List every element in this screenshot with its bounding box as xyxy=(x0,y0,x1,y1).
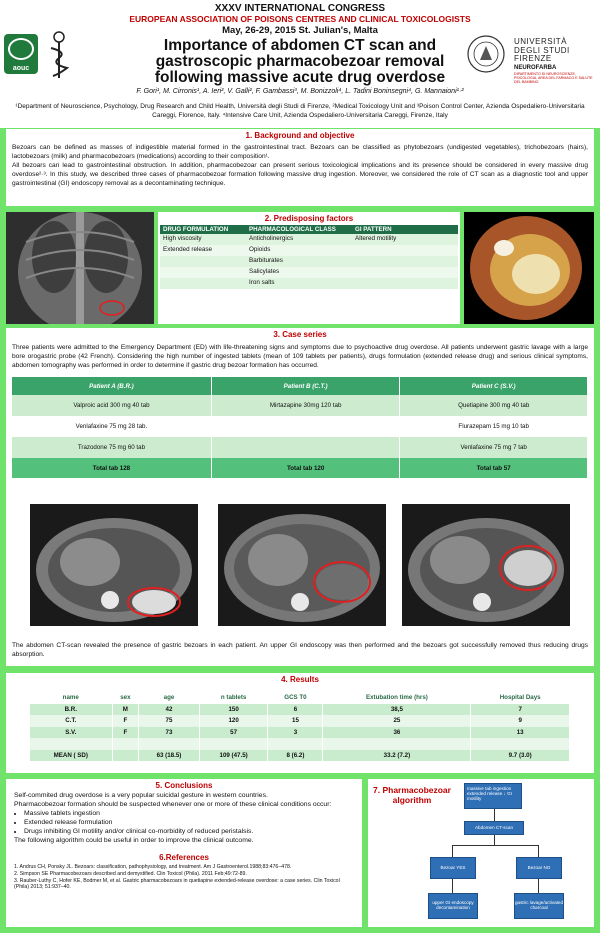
table-cell: Opioids xyxy=(246,245,352,256)
table-cell xyxy=(268,738,323,750)
table-cell xyxy=(352,256,458,267)
table-cell: 63 (18.5) xyxy=(139,750,200,762)
conclusions-title: 5. Conclusions xyxy=(155,781,213,790)
endoscopy-image xyxy=(464,212,594,324)
algorithm-box-lavage: gastric lavage/activated charcoal xyxy=(514,893,564,919)
university-seal xyxy=(466,34,506,74)
table-cell: 33.2 (7.2) xyxy=(323,750,471,762)
header-drug-formulation: DRUG FORMULATION xyxy=(160,225,246,234)
header-extubation: Extubation time (hrs) xyxy=(323,692,471,704)
algorithm-box-endoscopy: upper GI endoscopy decontamination xyxy=(428,893,478,919)
table-cell: 120 xyxy=(199,715,268,727)
table-row xyxy=(160,245,458,256)
table-cell xyxy=(112,738,139,750)
association-name: EUROPEAN ASSOCIATION OF POISONS CENTRES AND CLINICAL TOXICOLOGISTS xyxy=(129,14,471,24)
header-name: name xyxy=(30,692,112,704)
table-cell xyxy=(160,278,246,289)
patient-c-header: Patient C (S.V.) xyxy=(400,377,588,395)
ct-scan-patient-b xyxy=(218,504,386,626)
table-cell xyxy=(211,437,399,458)
table-cell: Venlafaxine 75 mg 7 tab xyxy=(400,437,588,458)
aouc-logo xyxy=(4,34,38,74)
table-cell xyxy=(471,738,570,750)
table-cell: Valproic acid 300 mg 40 tab xyxy=(12,395,211,416)
table-cell: Quetiapine 300 mg 40 tab xyxy=(400,395,588,416)
table-cell: 25 xyxy=(323,715,471,727)
neurofarba-sub: DIPARTIMENTO DI NEUROSCIENZE, PSICOLOGIA, AREA DEL FARMACO E SALUTE DEL BAMBINO xyxy=(514,72,593,85)
table-cell xyxy=(160,267,246,278)
table-cell: 57 xyxy=(199,727,268,739)
table-cell: Trazodone 75 mg 60 tab xyxy=(12,437,211,458)
connector-line xyxy=(538,845,539,857)
table-cell xyxy=(160,256,246,267)
table-cell: Iron salts xyxy=(246,278,352,289)
abdominal-xray-image xyxy=(6,212,154,324)
case-series-caption: The abdomen CT-scan revealed the presence of gastric bezoars in each patient. An upper GI endoscopy was then performed and the bezoars got successfully removed thus reducing drugs absorption. xyxy=(12,642,588,658)
connector-line xyxy=(452,845,538,846)
algorithm-box-bezoar-no: Bezoar NO xyxy=(516,857,562,879)
table-cell xyxy=(211,416,399,437)
background-paragraph-1: Bezoars can be defined as masses of indigestible material formed in the gastrointestinal tract. Bezoars can be classified as phytobezoars (undigested vegetables), trichobezoars (hairs), lactobezoars (milk) and pharmacobezoars (medications) according to their composition¹. xyxy=(12,144,588,160)
table-cell: 6 xyxy=(268,704,323,716)
table-cell: F xyxy=(112,727,139,739)
table-row xyxy=(12,416,588,437)
table-row xyxy=(12,437,588,458)
table-cell: 15 xyxy=(268,715,323,727)
table-cell xyxy=(30,738,112,750)
connector-line xyxy=(494,809,495,821)
table-cell: Anticholinergics xyxy=(246,234,352,245)
table-cell: 36 xyxy=(323,727,471,739)
table-cell xyxy=(112,750,139,762)
author-list: F. Gori¹, M. Cirronis¹, A. Ieri², V. Galli², F. Gambassi³, M. Bonizzoli⁴, L. Tadini Boninsegni⁴, G. Mannaioni¹·² xyxy=(136,88,464,95)
table-cell: 73 xyxy=(139,727,200,739)
table-cell: Barbiturates xyxy=(246,256,352,267)
aouc-logo-text: aouc xyxy=(12,65,30,72)
table-row xyxy=(30,704,570,716)
table-cell: Venlafaxine 75 mg 28 tab. xyxy=(12,416,211,437)
predisposing-header-row xyxy=(160,225,458,234)
ct-scan-patient-a xyxy=(30,504,198,626)
conclusions-paragraph-1: Self-commited drug overdose is a very popular suicidal gesture in western countries. xyxy=(14,792,268,799)
connector-line xyxy=(452,845,453,857)
mean-row xyxy=(30,750,570,762)
predisposing-table xyxy=(160,225,458,289)
results-title: 4. Results xyxy=(281,675,319,684)
header-gcs: GCS T0 xyxy=(268,692,323,704)
table-cell xyxy=(352,267,458,278)
table-cell: 9 xyxy=(471,715,570,727)
table-cell: Altered motility xyxy=(352,234,458,245)
table-cell: 150 xyxy=(199,704,268,716)
affiliations: ¹Department of Neuroscience, Psychology, Drug Research and Child Health, Università degli Studi di Firenze, ²Medical Toxicology Unit and ³Poison Control Center, Azienda Ospedaliero-Universitaria Careggi, Florence, Italy. ⁴Intensive Care Unit, Azienda Ospedaliero-Universitaria Careggi, Firenze, Italy xyxy=(15,103,585,119)
table-cell xyxy=(199,738,268,750)
table-row xyxy=(30,715,570,727)
algorithm-box-bezoar-yes: Bezoar YES xyxy=(430,857,476,879)
header-gi-pattern: GI PATTERN xyxy=(352,225,458,234)
table-row xyxy=(160,278,458,289)
table-cell xyxy=(352,245,458,256)
conclusions-section xyxy=(6,779,362,927)
references-title: 6.References xyxy=(159,853,209,862)
poster-header xyxy=(0,0,600,128)
congress-name: XXXV INTERNATIONAL CONGRESS xyxy=(214,3,386,14)
conclusions-paragraph-3: The following algorithm could be useful in order to improve the clinical outcome. xyxy=(14,837,254,844)
table-row xyxy=(30,738,570,750)
predisposing-title: 2. Predisposing factors xyxy=(264,214,354,223)
list-item: • Massive tablets ingestion xyxy=(24,809,354,818)
total-patient-c: Total tab 57 xyxy=(400,458,588,478)
title-line-3: following massive acute drug overdose xyxy=(154,69,446,86)
table-cell: C.T. xyxy=(30,715,112,727)
patient-a-header: Patient A (B.R.) xyxy=(12,377,211,395)
table-cell: Extended release xyxy=(160,245,246,256)
table-cell xyxy=(323,738,471,750)
reference-item: 2. Simpson SE Pharmacobezoars described and demystified. Clin Toxicol (Phila). 2011 Feb;49:72-89. xyxy=(14,870,247,877)
case-series-title: 3. Case series xyxy=(273,330,327,339)
table-cell: 75 xyxy=(139,715,200,727)
table-cell: 109 (47.5) xyxy=(199,750,268,762)
table-row xyxy=(160,234,458,245)
algorithm-section xyxy=(368,779,594,927)
table-row xyxy=(30,727,570,739)
table-cell: 7 xyxy=(471,704,570,716)
header-hospital-days: Hospital Days xyxy=(471,692,570,704)
title-line-2: gastroscopic pharmacobezoar removal xyxy=(155,53,445,70)
poster-title xyxy=(100,38,500,86)
case-series-intro: Three patients were admitted to the Emergency Department (ED) with life-threatening signs and symptoms due to psychoactive drug overdose. All patients underwent gastric lavage with a large bore orogastric probe (42 French). Considering the high number of ingested tablets (mean of 109 tablets per patients), drugs formulation (extended release drug) and serious clinical symptoms, abdomen tomography was performed in order to determine if gastric drug bezoar formation has occurred. xyxy=(12,344,588,369)
table-cell: 38,5 xyxy=(323,704,471,716)
table-cell xyxy=(352,278,458,289)
results-table xyxy=(30,692,570,761)
conclusions-bullet-list xyxy=(24,809,354,836)
header-pharmacological-class: PHARMACOLOGICAL CLASS xyxy=(246,225,352,234)
table-cell: M xyxy=(112,704,139,716)
algorithm-title xyxy=(372,785,452,805)
caduceus-logo xyxy=(42,30,76,80)
table-row xyxy=(160,267,458,278)
background-paragraph-2: All bezoars can lead to gastrointestinal obstruction. In addition, pharmacobezoar can present serious toxicological implications and its presence should be considered in every massive drug overdose²·³. In this study, we described three cases of pharmacobezoar formation following massive drug ingestion. Moreover, we considered the role of CT scan as a diagnostic tool and upper gastrointestinal (GI) endoscopy removal as a decontaminating technique. xyxy=(12,162,588,187)
total-patient-a: Total tab 128 xyxy=(12,458,211,478)
table-cell: Salicylates xyxy=(246,267,352,278)
table-cell: MEAN ( SD) xyxy=(30,750,112,762)
background-section xyxy=(6,129,594,206)
case-table xyxy=(12,377,588,478)
predisposing-section xyxy=(158,212,460,324)
table-cell: S.V. xyxy=(30,727,112,739)
ct-scan-patient-c xyxy=(402,504,570,626)
algorithm-box-ingestion: massive tab ingestion extended release ↓ GI motility xyxy=(464,783,522,809)
table-cell: 13 xyxy=(471,727,570,739)
university-name: UNIVERSITÀ DEGLI STUDI FIRENZE xyxy=(514,37,570,63)
table-cell: High viscosity xyxy=(160,234,246,245)
connector-line xyxy=(538,879,539,893)
connector-line xyxy=(494,835,495,845)
table-cell xyxy=(139,738,200,750)
header-age: age xyxy=(139,692,200,704)
results-section xyxy=(6,673,594,773)
table-cell: 3 xyxy=(268,727,323,739)
header-sex: sex xyxy=(112,692,139,704)
list-item: • Drugs inhibiting GI motility and/or clinical co-morbidity of reduced peristalsis. xyxy=(24,827,354,836)
algorithm-title-line-1: 7. Pharmacobezoar xyxy=(373,785,451,795)
table-cell: 42 xyxy=(139,704,200,716)
congress-dates: May, 26-29, 2015 St. Julian's, Malta xyxy=(222,25,378,36)
title-line-1: Importance of abdomen CT scan and xyxy=(163,37,437,54)
results-header-row xyxy=(30,692,570,704)
table-row xyxy=(12,395,588,416)
reference-item: 1. Andrus CH, Ponsky JL. Bezoars: classification, pathophysiology, and treatment. Am J Gastroenterol.1988;83:476–478. xyxy=(14,864,292,870)
table-cell: F xyxy=(112,715,139,727)
table-cell: 8 (6.2) xyxy=(268,750,323,762)
reference-item: 3. Rauber-Luthy C, Hofer KE, Bodmer M, et al. Gastric pharmacobezoars in quetiapine extended-release overdose: a case series. Clin Toxicol (Phila) 2013; 51:937–40. xyxy=(14,877,340,891)
total-patient-b: Total tab 120 xyxy=(211,458,399,478)
conclusions-paragraph-2: Pharmacobezoar formation should be suspected whenever one or more of these clinical conditions occur: xyxy=(14,801,332,808)
neurofarba-name: NEUROFARBA xyxy=(514,65,557,71)
algorithm-box-ct-scan: Abdomen CT-scan xyxy=(464,821,524,835)
table-cell: 9.7 (3.0) xyxy=(471,750,570,762)
case-table-header xyxy=(12,377,588,395)
connector-line xyxy=(452,879,453,893)
table-cell: Mirtazapine 30mg 120 tab xyxy=(211,395,399,416)
header-tablets: n tablets xyxy=(199,692,268,704)
algorithm-title-line-2: algorithm xyxy=(392,795,432,805)
patient-b-header: Patient B (C.T.) xyxy=(211,377,399,395)
case-series-section xyxy=(6,328,594,666)
background-title: 1. Background and objective xyxy=(245,131,355,140)
list-item: • Extended release formulation xyxy=(24,818,354,827)
table-cell: B.R. xyxy=(30,704,112,716)
table-cell: Flurazepam 15 mg 10 tab xyxy=(400,416,588,437)
totals-row xyxy=(12,458,588,478)
table-row xyxy=(160,256,458,267)
